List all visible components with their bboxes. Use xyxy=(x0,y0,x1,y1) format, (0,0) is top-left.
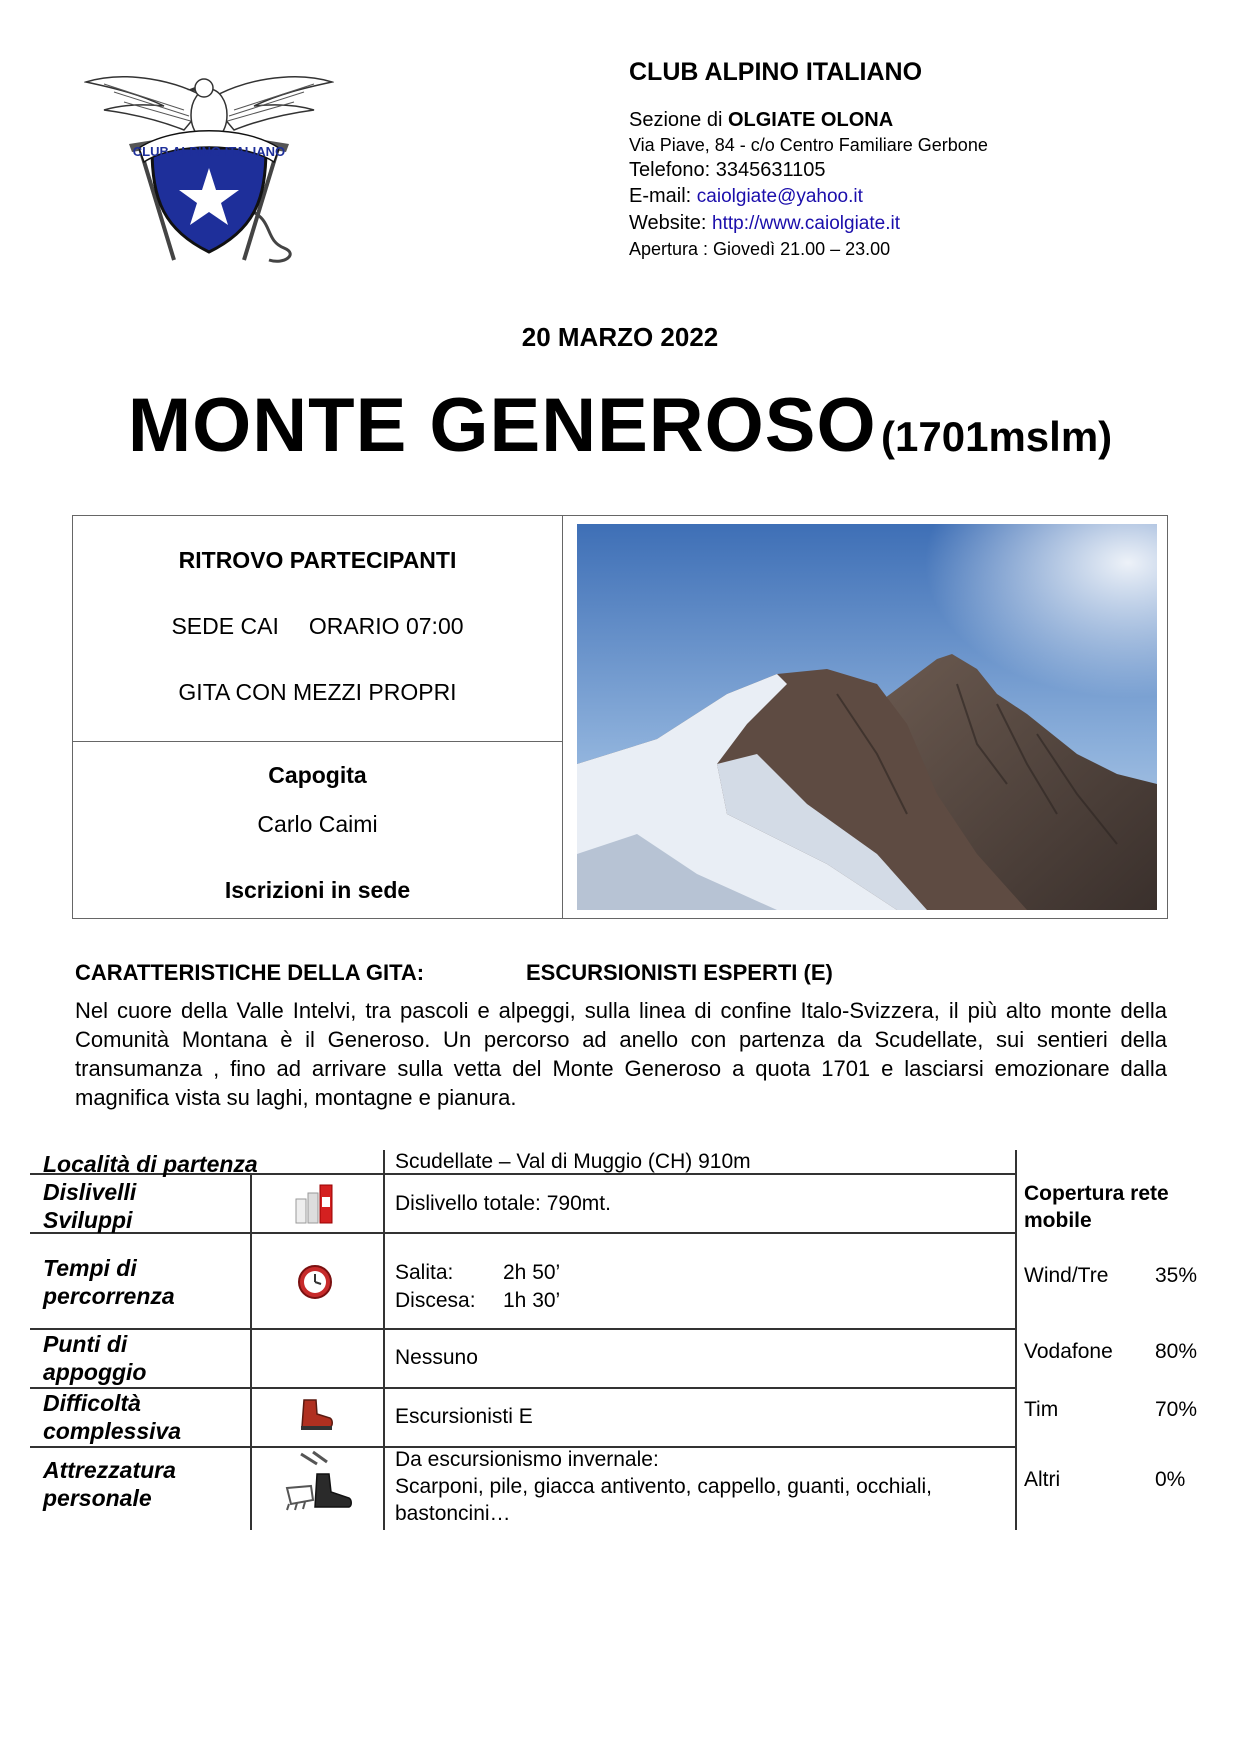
elevation-chart-icon xyxy=(294,1183,336,1230)
info-box xyxy=(72,515,1168,919)
event-title xyxy=(0,382,1240,469)
trip-description: Nel cuore della Valle Intelvi, tra pascoli e alpeggi, sulla linea di confine Italo-Svizzera, il più alto monte della Comunità Montana è il Generoso. Un percorso ad anello con partenza da Scudellate, sui sentieri della transumanza , fino ad arrivare sulla vetta del Monte Generoso a quota 1701 e lasciarsi emozionare dalla magnifica vista su laghi, montagne e pianura. xyxy=(75,998,1167,1110)
ascent-label: Salita: xyxy=(395,1261,454,1284)
mountain-name: MONTE GENEROSO xyxy=(127,383,877,468)
mountain-photo xyxy=(577,524,1157,910)
duration-label: Tempi di percorrenza xyxy=(43,1255,175,1309)
coverage-pct: 0% xyxy=(1155,1468,1186,1491)
registration-note: Iscrizioni in sede xyxy=(224,877,411,903)
meeting-time: ORARIO 07:00 xyxy=(308,613,464,639)
support-value: Nessuno xyxy=(395,1346,478,1369)
coverage-operator: Vodafone xyxy=(1024,1340,1113,1363)
email-link[interactable]: caiolgiate@yahoo.it xyxy=(696,186,863,207)
difficulty-label: Difficoltà complessiva xyxy=(43,1390,182,1444)
departure-value: Scudellate – Val di Muggio (CH) 910m xyxy=(395,1150,751,1173)
difficulty-level: ESCURSIONISTI ESPERTI (E) xyxy=(526,960,833,985)
leader-cell xyxy=(73,741,562,920)
meeting-transport: GITA CON MEZZI PROPRI xyxy=(178,679,457,705)
characteristics-heading: CARATTERISTICHE DELLA GITA: xyxy=(75,960,425,985)
website-line: Website: http://www.caiolgiate.it xyxy=(629,212,900,234)
ascent-time: 2h 50’ xyxy=(503,1261,561,1284)
equipment-label: Attrezzatura personale xyxy=(43,1457,176,1511)
equipment-value: Da escursionismo invernale: Scarponi, pile, giacca antivento, cappello, guanti, occhiali, bastoncini… xyxy=(395,1448,932,1525)
details-table xyxy=(30,1150,1025,1530)
cai-logo xyxy=(84,70,334,280)
website-link[interactable]: http://www.caiolgiate.it xyxy=(712,213,900,234)
event-date: 20 MARZO 2022 xyxy=(521,322,719,352)
meeting-cell xyxy=(73,516,562,742)
clock-icon xyxy=(297,1264,333,1305)
section-line: Sezione di OLGIATE OLONA xyxy=(629,109,894,131)
coverage-operator: Altri xyxy=(1024,1468,1061,1491)
elevation-value: Dislivello totale: 790mt. xyxy=(395,1192,611,1215)
section-name: OLGIATE OLONA xyxy=(727,109,894,131)
meeting-place-time xyxy=(73,613,562,640)
crampons-boot-icon xyxy=(283,1450,353,1521)
duration-values xyxy=(395,1259,560,1315)
opening-hours: Apertura : Giovedì 21.00 – 23.00 xyxy=(629,239,891,259)
coverage-heading: Copertura rete mobile xyxy=(1024,1182,1169,1232)
meeting-heading: RITROVO PARTECIPANTI xyxy=(178,547,457,573)
info-left-column xyxy=(73,516,563,918)
coverage-panel xyxy=(1024,1180,1224,1234)
descent-label: Discesa: xyxy=(395,1289,476,1312)
club-name: CLUB ALPINO ITALIANO xyxy=(629,58,923,86)
elevation-label: Dislivelli Sviluppi xyxy=(43,1179,137,1233)
logo-ribbon-text: CLUB ALPINO ITALIANO xyxy=(132,144,286,159)
phone: Telefono: 3345631105 xyxy=(629,159,826,181)
leader-heading: Capogita xyxy=(268,762,367,788)
coverage-operator: Tim xyxy=(1024,1398,1059,1421)
coverage-pct: 70% xyxy=(1155,1398,1198,1421)
club-header xyxy=(629,58,1189,261)
address: Via Piave, 84 - c/o Centro Familiare Gerbone xyxy=(629,135,988,155)
coverage-pct: 35% xyxy=(1155,1264,1198,1287)
support-label: Punti di appoggio xyxy=(43,1331,147,1385)
coverage-pct: 80% xyxy=(1155,1340,1198,1363)
mountain-altitude: (1701mslm) xyxy=(881,413,1113,460)
difficulty-value: Escursionisti E xyxy=(395,1405,533,1428)
coverage-operator: Wind/Tre xyxy=(1024,1264,1109,1287)
descent-time: 1h 30’ xyxy=(503,1289,561,1312)
meeting-place: SEDE CAI xyxy=(171,613,279,639)
email-line: E-mail: caiolgiate@yahoo.it xyxy=(629,185,863,207)
boot-icon xyxy=(298,1398,334,1437)
leader-name: Carlo Caimi xyxy=(257,811,378,837)
departure-label: Località di partenza xyxy=(43,1151,258,1177)
